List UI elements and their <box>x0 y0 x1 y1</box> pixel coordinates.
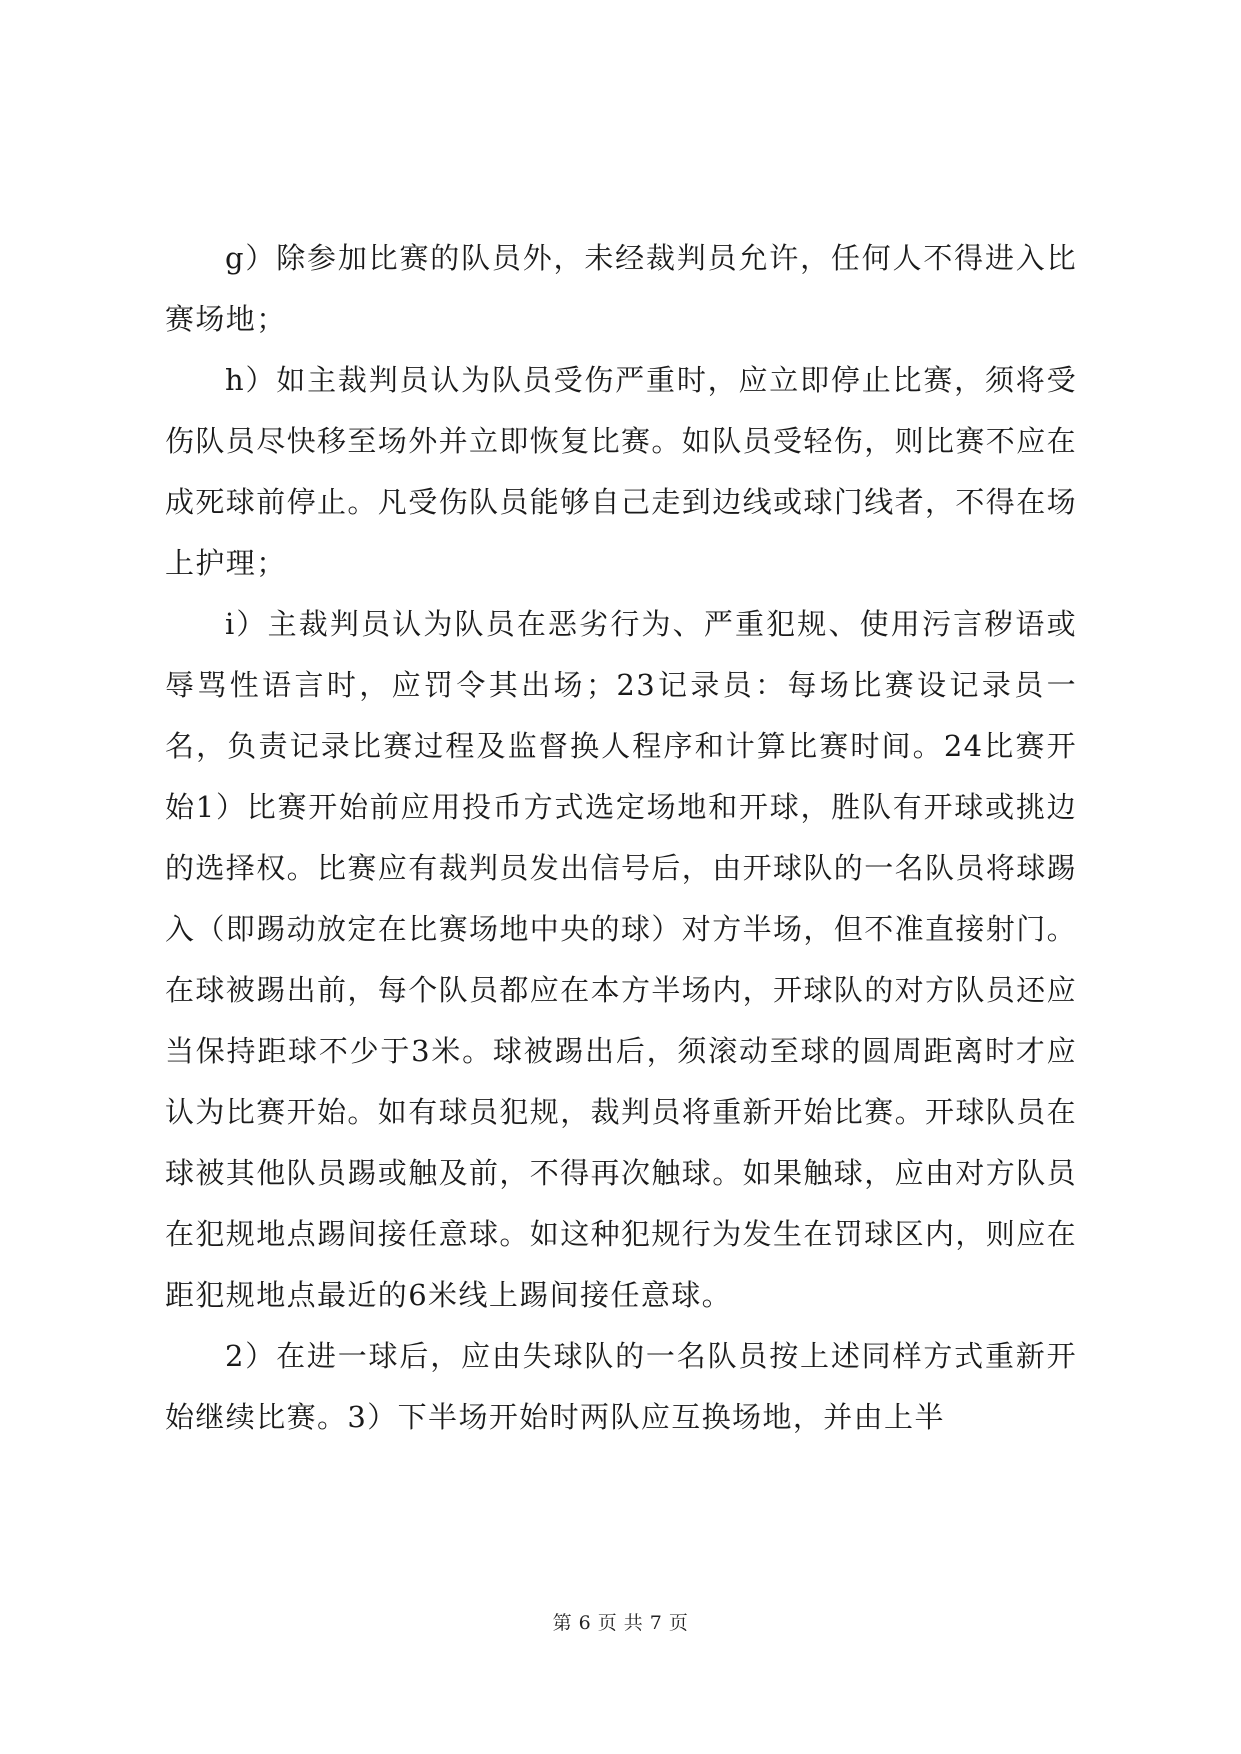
paragraph-h: h）如主裁判员认为队员受伤严重时，应立即停止比赛，须将受伤队员尽快移至场外并立即恢复比赛。如队员受轻伤，则比赛不应在成死球前停止。凡受伤队员能够自己走到边线或球门线者，不得在场上护理； <box>165 363 1078 580</box>
paragraph-2: 2）在进一球后，应由失球队的一名队员按上述同样方式重新开始继续比赛。3）下半场开始时两队应互换场地，并由上半 <box>165 1339 1077 1434</box>
paragraph-g: g）除参加比赛的队员外，未经裁判员允许，任何人不得进入比赛场地； <box>165 241 1077 336</box>
paragraph-i: i）主裁判员认为队员在恶劣行为、严重犯规、使用污言秽语或辱骂性语言时，应罚令其出场；23记录员：每场比赛设记录员一名，负责记录比赛过程及监督换人程序和计算比赛时间。24比赛开始1）比赛开始前应用投币方式选定场地和开球，胜队有开球或挑边的选择权。比赛应有裁判员发出信号后，由开球队的一名队员将球踢入（即踢动放定在比赛场地中央的球）对方半场，但不准直接射门。在球被踢出前，每个队员都应在本方半场内，开球队的对方队员还应当保持距球不少于3米。球被踢出后，须滚动至球的圆周距离时才应认为比赛开始。如有球员犯规，裁判员将重新开始比赛。开球队员在球被其他队员踢或触及前，不得再次触球。如果触球，应由对方队员在犯规地点踢间接任意球。如这种犯规行为发生在罚球区内，则应在距犯规地点最近的6米线上踢间接任意球。 <box>165 607 1078 1312</box>
page-footer: 第 6 页 共 7 页 <box>552 1612 689 1634</box>
document-body <box>165 228 1077 1448</box>
